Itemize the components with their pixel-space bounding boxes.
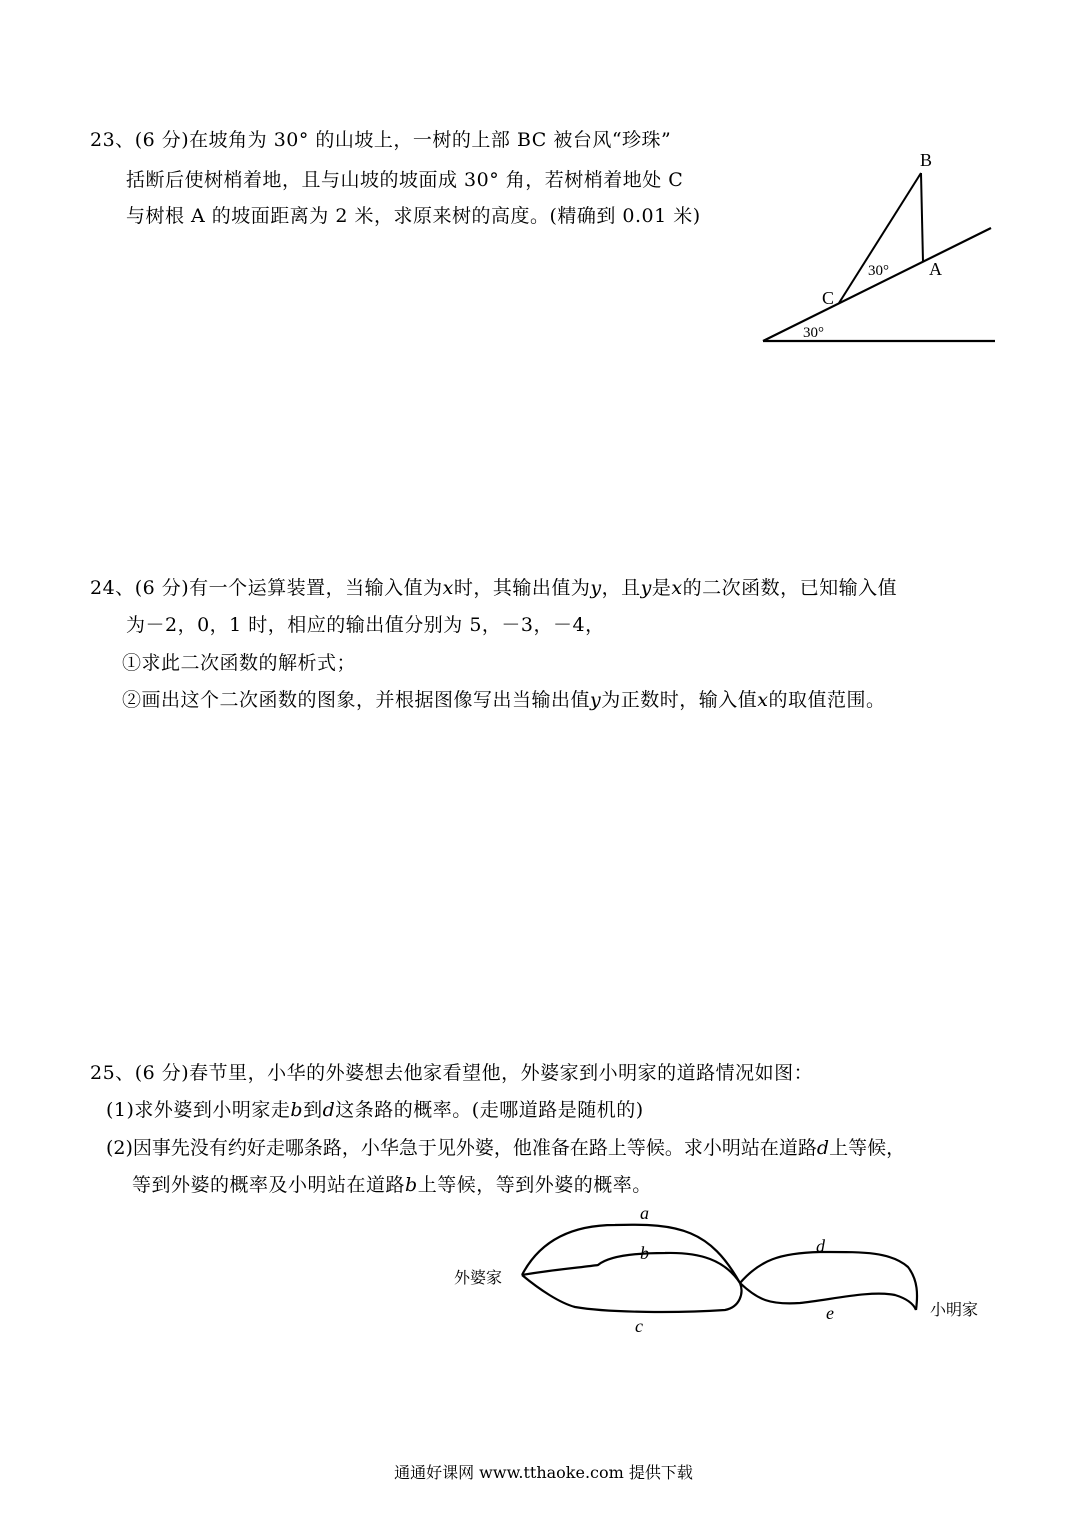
q23-number: 23、 xyxy=(90,129,135,151)
q24-text-1d: 是 xyxy=(651,577,672,599)
angle-label-top: 30° xyxy=(868,263,889,279)
q23-line-3: 与树根 A 的坡面距离为 2 米，求原来树的高度。(精确到 0.01 米) xyxy=(126,205,701,227)
q25-sub1-c: 这条路的概率。(走哪道路是随机的) xyxy=(335,1099,644,1121)
label-road-e: e xyxy=(826,1303,834,1323)
label-c: C xyxy=(822,288,835,308)
label-b: B xyxy=(920,150,933,170)
var-x: x xyxy=(442,577,454,599)
label-a: A xyxy=(929,259,942,279)
label-road-b: b xyxy=(640,1243,649,1263)
var-b: b xyxy=(290,1099,304,1121)
q25-sub2-b: 上等候， xyxy=(829,1137,906,1159)
q25-score: (6 分) xyxy=(134,1062,190,1084)
var-d: d xyxy=(816,1137,830,1159)
q24-sub2-c: 的取值范围。 xyxy=(768,689,886,711)
q25-sub2-a: (2)因事先没有约好走哪条路，小华急于见外婆，他准备在路上等候。求小明站在道路 xyxy=(106,1137,817,1159)
var-b: b xyxy=(405,1174,418,1196)
road-b xyxy=(522,1253,740,1283)
q24-sub-2 xyxy=(122,687,886,713)
var-x: x xyxy=(671,577,683,599)
tree-segment-ab xyxy=(921,173,923,262)
q25-line-1 xyxy=(90,1060,813,1086)
q24-score: (6 分) xyxy=(134,577,190,599)
road-c xyxy=(522,1275,741,1312)
q25-number: 25、 xyxy=(90,1062,135,1084)
slope-line xyxy=(763,228,991,341)
label-xiaoming-home: 小明家 xyxy=(930,1302,979,1319)
var-y: y xyxy=(640,577,652,599)
q25-sub1-b: 到 xyxy=(303,1099,323,1121)
var-y: y xyxy=(590,689,602,711)
var-y: y xyxy=(590,577,602,599)
q24-line-2: 为－2，0，1 时，相应的输出值分别为 5，－3，－4， xyxy=(126,614,605,636)
q25-sub-1 xyxy=(106,1097,644,1123)
label-road-a: a xyxy=(640,1203,649,1223)
road-map-figure xyxy=(440,1195,1000,1345)
q25-sub1-a: (1)求外婆到小明家走 xyxy=(106,1099,291,1121)
q24-text-1c: ，且 xyxy=(601,577,641,599)
label-road-d: d xyxy=(816,1236,825,1256)
q24-number: 24、 xyxy=(90,577,135,599)
label-grandma-home: 外婆家 xyxy=(454,1270,503,1287)
q25-sub-2 xyxy=(106,1135,905,1161)
var-d: d xyxy=(322,1099,336,1121)
angle-label-bottom: 30° xyxy=(803,325,824,341)
q24-text-1e: 的二次函数，已知输入值 xyxy=(682,577,898,599)
q25-text-1: 春节里，小华的外婆想去他家看望他，外婆家到小明家的道路情况如图： xyxy=(189,1062,814,1084)
slope-tree-figure xyxy=(755,145,1005,355)
q23-line-2: 括断后使树梢着地，且与山坡的坡面成 30° 角，若树梢着地处 C xyxy=(126,169,684,191)
q24-text-1a: 有一个运算装置，当输入值为 xyxy=(189,577,443,599)
q24-sub-1: ①求此二次函数的解析式； xyxy=(122,652,357,674)
q23-text-1: 在坡角为 30° 的山坡上，一树的上部 BC 被台风“珍珠” xyxy=(189,129,672,151)
q23-line-1 xyxy=(90,127,671,153)
label-road-c: c xyxy=(635,1316,643,1336)
q23-score: (6 分) xyxy=(134,129,190,151)
footer-credit: 通通好课网 www.tthaoke.com 提供下载 xyxy=(394,1463,693,1482)
q25-sub2-d: 上等候，等到外婆的概率。 xyxy=(417,1174,652,1196)
q24-text-1b: 时，其输出值为 xyxy=(453,577,591,599)
q25-sub2-c: 等到外婆的概率及小明站在道路 xyxy=(132,1174,406,1196)
q24-line-1 xyxy=(90,575,897,601)
var-x: x xyxy=(757,689,769,711)
q24-sub2-a: ②画出这个二次函数的图象，并根据图像写出当输出值 xyxy=(122,689,591,711)
q24-sub2-b: 为正数时，输入值 xyxy=(601,689,758,711)
